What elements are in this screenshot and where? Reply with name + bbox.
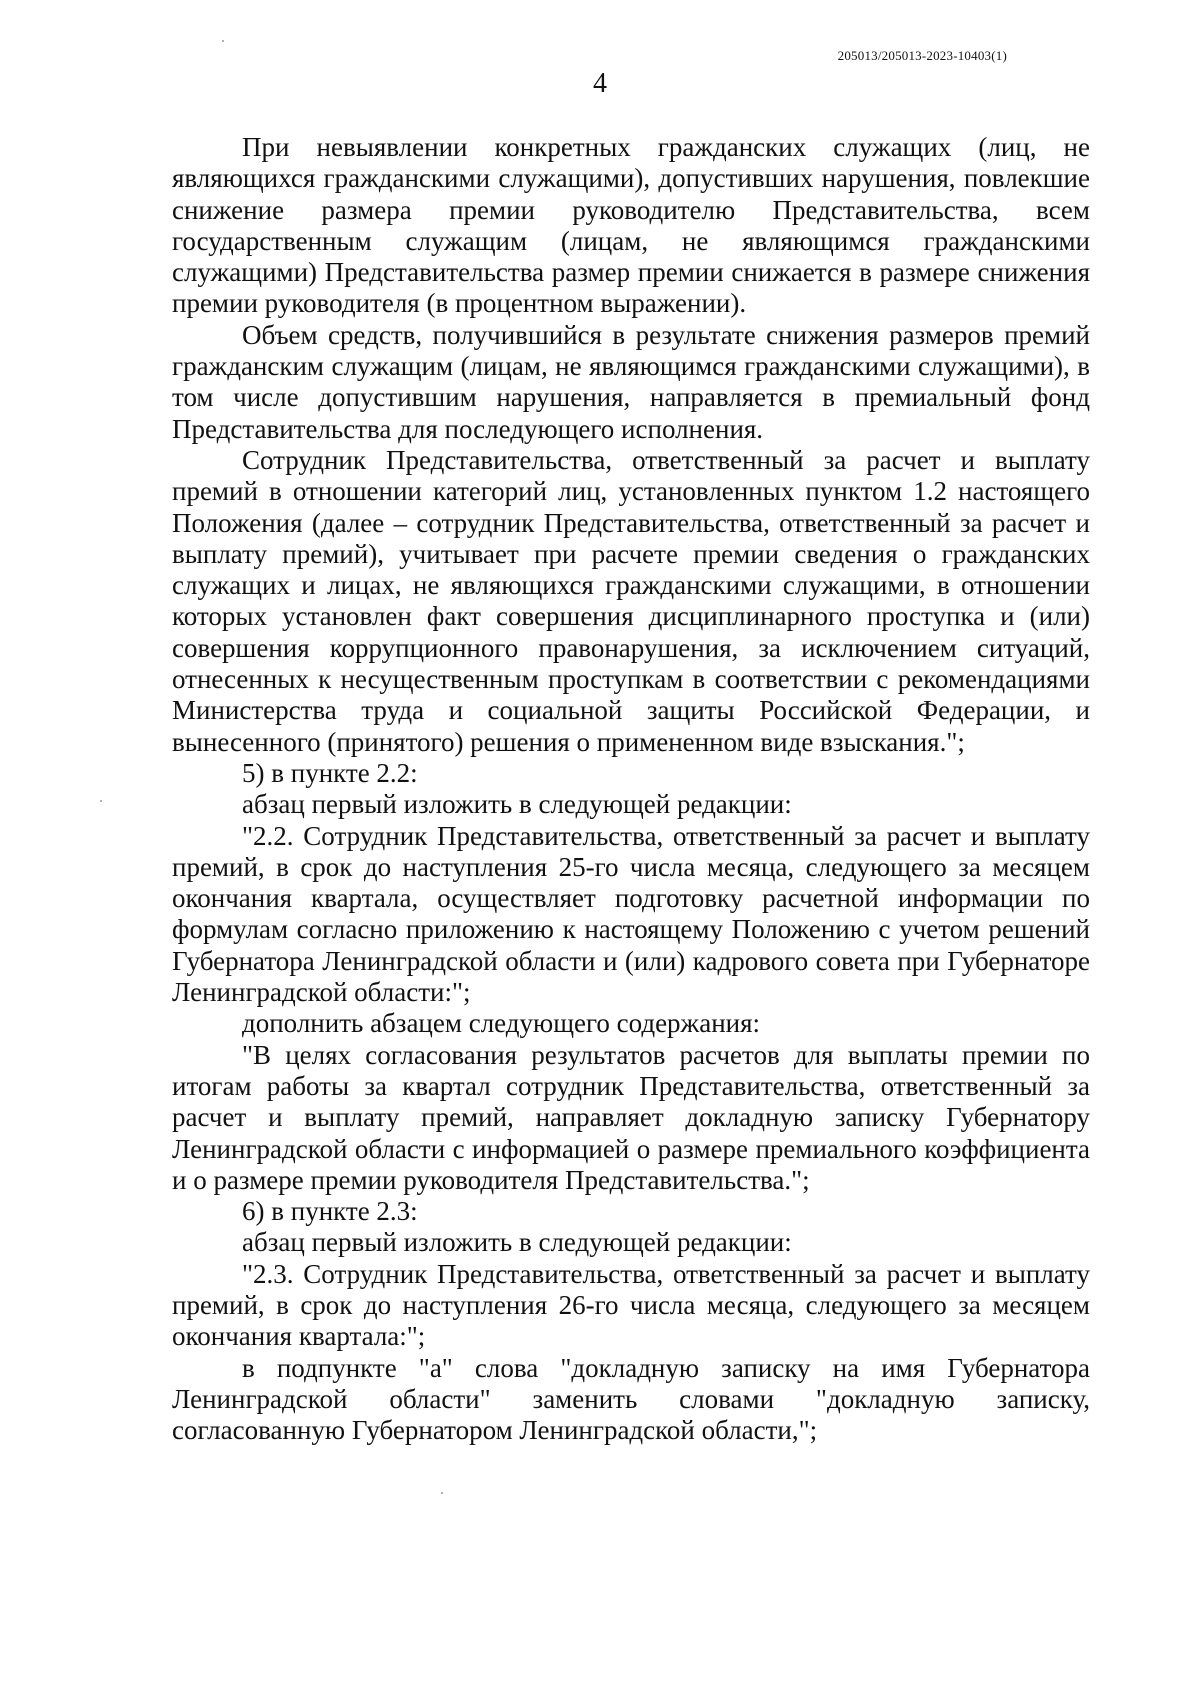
page-number: 4 — [593, 68, 607, 99]
paragraph: 6) в пункте 2.3: — [242, 1196, 418, 1227]
paragraph: "В целях согласования результатов расчетов для выплаты премии по итогам работы за квартал сотрудник Представительства, ответственный за расчет и выплату премий, направляет докладную записку Губернатору Ленинградской области с информацией о размере премиального коэффициента и о размере премии руководителя Представительства."; — [172, 1039, 1090, 1195]
paragraph: абзац первый изложить в следующей редакции: — [242, 789, 792, 820]
paragraph: "2.3. Сотрудник Представительства, ответственный за расчет и выплату премий, в срок до наступления 26-го числа месяца, следующего за месяцем окончания квартала:"; — [172, 1258, 1090, 1352]
paragraph: Сотрудник Представительства, ответственный за расчет и выплату премий в отношении категорий лиц, установленных пунктом 1.2 настоящего Положения (далее – сотрудник Представительства, ответственный за расчет и выплату премий), учитывает при расчете премии сведения о гражданских служащих и лицах, не являющихся гражданскими служащими, в отношении которых установлен факт совершения дисциплинарного проступка и (или) совершения коррупционного правонарушения, за исключением ситуаций, отнесенных к несущественным проступкам в соответствии с рекомендациями Министерства труда и социальной защиты Российской Федерации, и вынесенного (принятого) решения о примененном виде взыскания."; — [172, 444, 1090, 757]
scan-speck — [441, 1492, 443, 1494]
document-body — [172, 132, 1090, 1446]
scan-speck — [100, 800, 102, 802]
paragraph: Объем средств, получившийся в результате снижения размеров премий гражданским служащим (лицам, не являющимся гражданскими служащими), в том числе допустившим нарушения, направляется в премиальный фонд Представительства для последующего исполнения. — [172, 319, 1090, 444]
paragraph: в подпункте "а" слова "докладную записку на имя Губернатора Ленинградской области" заменить словами "докладную записку, согласованную Губернатором Ленинградской области,"; — [172, 1352, 1090, 1446]
scan-speck — [222, 40, 224, 42]
paragraph: 5) в пункте 2.2: — [242, 757, 418, 788]
document-id: 205013/205013-2023-10403(1) — [837, 48, 1007, 63]
paragraph: "2.2. Сотрудник Представительства, ответственный за расчет и выплату премий, в срок до наступления 25-го числа месяца, следующего за месяцем окончания квартала, осуществляет подготовку расчетной информации по формулам согласно приложению к настоящему Положению с учетом решений Губернатора Ленинградской области и (или) кадрового совета при Губернаторе Ленинградской области:"; — [172, 820, 1090, 1008]
paragraph: дополнить абзацем следующего содержания: — [242, 1008, 761, 1039]
paragraph: При невыявлении конкретных гражданских служащих (лиц, не являющихся гражданскими служащими), допустивших нарушения, повлекшие снижение размера премии руководителю Представительства, всем государственным служащим (лицам, не являющимся гражданскими служащими) Представительства размер премии снижается в размере снижения премии руководителя (в процентном выражении). — [172, 132, 1090, 319]
paragraph: абзац первый изложить в следующей редакции: — [242, 1227, 792, 1258]
